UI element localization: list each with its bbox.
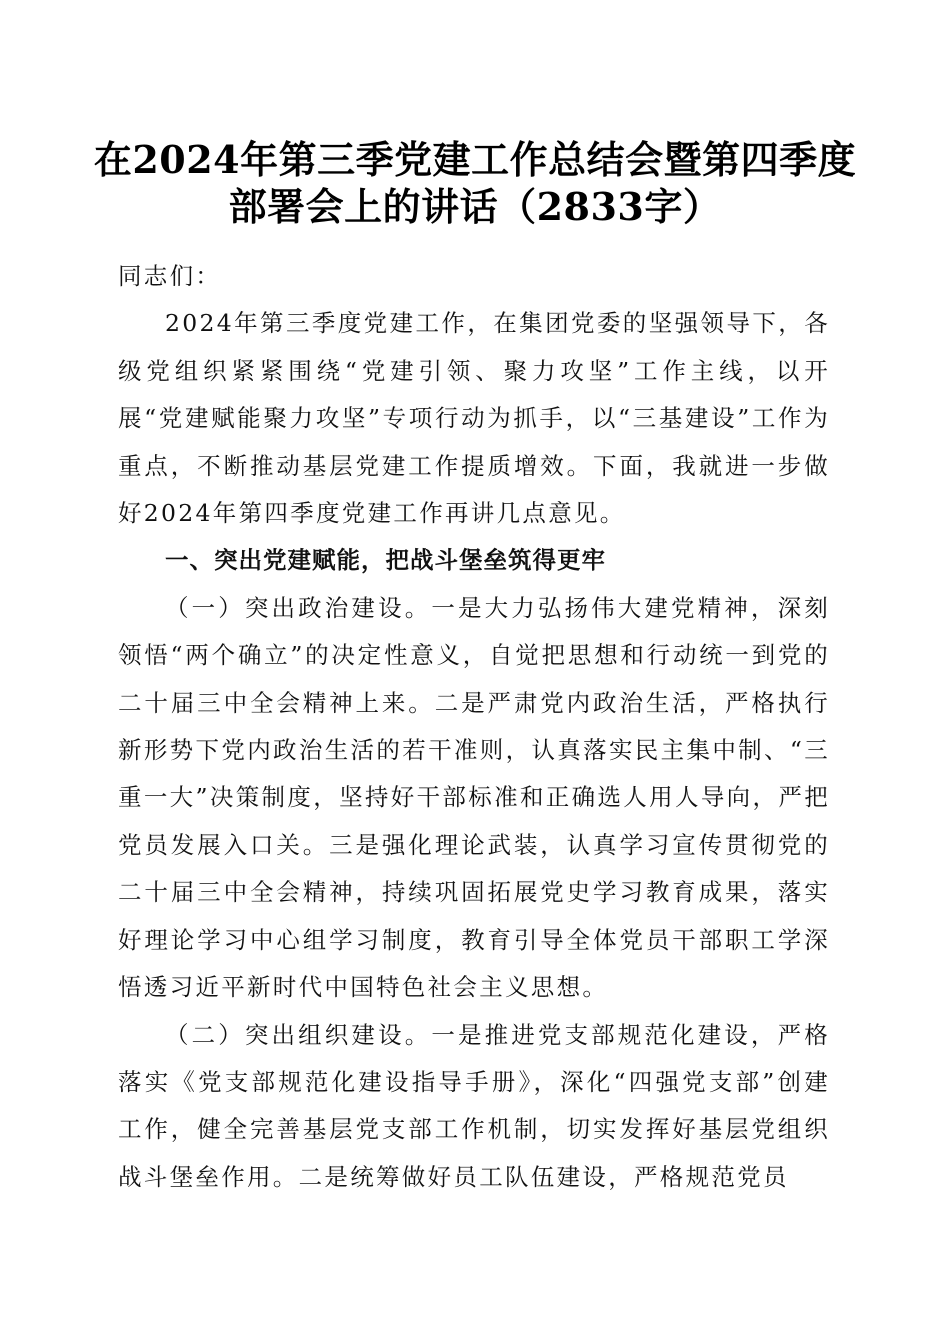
salutation: 同志们： [118, 262, 222, 290]
section-heading-1: 一、突出党建赋能，把战斗堡垒筑得更牢 [165, 546, 606, 575]
political-building-paragraph: （一）突出政治建设。一是大力弘扬伟大建党精神，深刻领悟“两个确立”的决定性意义，自觉把思想和行动统一到党的二十届三中全会精神上来。二是严肃党内政治生活，严格执行新形势下党内政治生活的若干准则，认真落实民主集中制、“三重一大”决策制度，坚持好干部标准和正确选人用人导向，严把党员发展入口关。三是强化理论武装，认真学习宣传贯彻党的二十届三中全会精神，持续巩固拓展党史学习教育成果，落实好理论学习中心组学习制度，教育引导全体党员干部职工学深悟透习近平新时代中国特色社会主义思想。 [118, 593, 830, 1002]
intro-paragraph: 2024年第三季度党建工作，在集团党委的坚强领导下，各级党组织紧紧围绕“党建引领、聚力攻坚”工作主线，以开展“党建赋能聚力攻坚”专项行动为抓手，以“三基建设”工作为重点，不断推动基层党建工作提质增效。下面，我就进一步做好2024年第四季度党建工作再讲几点意见。 [118, 309, 830, 528]
title-line-1: 在2024年第三季党建工作总结会暨第四季度 [93, 137, 857, 182]
document-title [0, 136, 950, 230]
document-body [118, 253, 830, 1201]
organization-building-paragraph: （二）突出组织建设。一是推进党支部规范化建设，严格落实《党支部规范化建设指导手册》，深化“四强党支部”创建工作，健全完善基层党支部工作机制，切实发挥好基层党组织战斗堡垒作用。二是统筹做好员工队伍建设，严格规范党员 [118, 1020, 830, 1191]
title-line-2: 部署会上的讲话（2833字） [228, 184, 722, 229]
